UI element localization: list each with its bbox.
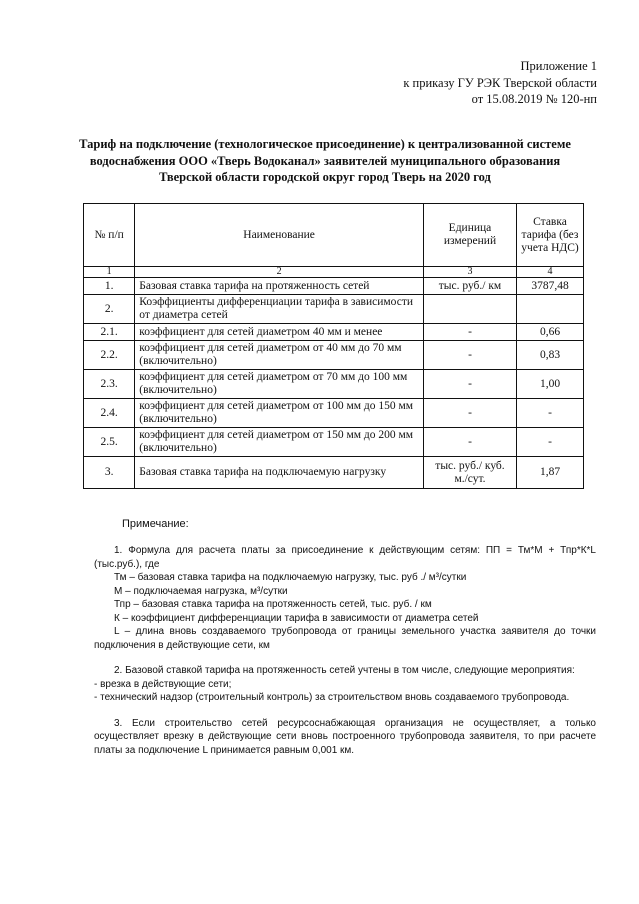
row-num: 1. — [84, 278, 135, 295]
appendix-line-2: к приказу ГУ РЭК Тверской области — [403, 75, 597, 90]
index-cell: 2 — [135, 267, 424, 278]
row-unit — [423, 295, 516, 324]
table-row — [84, 295, 584, 324]
index-cell: 3 — [423, 267, 516, 278]
table-index-row — [84, 267, 584, 278]
row-rate: - — [517, 399, 584, 428]
table-row — [84, 278, 584, 295]
notes-section — [94, 544, 596, 757]
row-name: Базовая ставка тарифа на протяженность сетей — [135, 278, 424, 295]
notes-heading: Примечание: — [122, 518, 189, 530]
row-name: Коэффициенты дифференциации тарифа в зависимости от диаметра сетей — [135, 295, 424, 324]
row-num: 3. — [84, 457, 135, 489]
row-name: коэффициент для сетей диаметром от 150 мм до 200 мм (включительно) — [135, 428, 424, 457]
row-num: 2.1. — [84, 324, 135, 341]
row-num: 2.2. — [84, 341, 135, 370]
row-name: коэффициент для сетей диаметром 40 мм и менее — [135, 324, 424, 341]
row-rate: 3787,48 — [517, 278, 584, 295]
title-line-2: водоснабжения ООО «Тверь Водоканал» заявителей муниципального образования — [89, 153, 561, 168]
row-name: коэффициент для сетей диаметром от 40 мм до 70 мм (включительно) — [135, 341, 424, 370]
table-row — [84, 399, 584, 428]
table-header-row — [84, 204, 584, 267]
spacer — [94, 652, 596, 664]
row-num: 2. — [84, 295, 135, 324]
row-num: 2.5. — [84, 428, 135, 457]
row-name: коэффициент для сетей диаметром от 70 мм до 100 мм (включительно) — [135, 370, 424, 399]
row-unit: - — [423, 399, 516, 428]
header-rate: Ставка тарифа (без учета НДС) — [517, 204, 584, 267]
header-name: Наименование — [135, 204, 424, 267]
row-rate: 1,87 — [517, 457, 584, 489]
note-2-item-b: - технический надзор (строительный контроль) за строительством вновь создаваемого трубопровода. — [94, 692, 570, 703]
note-1-formula: 1. Формула для расчета платы за присоединение к действующим сетям: ПП = Тм*М + Тпр*К*L (тыс.руб.), где — [94, 545, 596, 570]
note-3: 3. Если строительство сетей ресурсоснабжающая организация не осуществляет, а только осуществляет врезку в действующие сети вновь построенного трубопровода заявителя, то при расчете платы за подключение L принимается равным 0,001 км. — [94, 717, 596, 756]
note-1-m: М – подключаемая нагрузка, м³/сутки — [114, 585, 288, 597]
row-rate: 0,66 — [517, 324, 584, 341]
note-1-tpr: Тпр – базовая ставка тарифа на протяженность сетей, тыс. руб. / км — [114, 599, 432, 610]
note-2: 2. Базовой ставкой тарифа на протяженность сетей учтены в том числе, следующие мероприятия: — [114, 665, 575, 676]
row-name: Базовая ставка тарифа на подключаемую нагрузку — [135, 457, 424, 489]
appendix-header — [403, 58, 597, 108]
table-row — [84, 457, 584, 489]
index-cell: 1 — [84, 267, 135, 278]
tariff-table — [83, 203, 584, 489]
note-1-tm: Тм – базовая ставка тарифа на подключаемую нагрузку, тыс. руб ./ м³/сутки — [114, 572, 467, 583]
row-unit: - — [423, 324, 516, 341]
row-rate: 0,83 — [517, 341, 584, 370]
title-line-3: Тверской области городской округ город Тверь на 2020 год — [159, 170, 491, 184]
note-1-l: L – длина вновь создаваемого трубопровода от границы земельного участка заявителя до точки подключения в действующие сети, км — [94, 626, 596, 651]
row-rate: - — [517, 428, 584, 457]
row-name: коэффициент для сетей диаметром от 100 мм до 150 мм (включительно) — [135, 399, 424, 428]
header-unit: Единица измерений — [423, 204, 516, 267]
row-unit: - — [423, 370, 516, 399]
index-cell: 4 — [517, 267, 584, 278]
row-unit: - — [423, 428, 516, 457]
table-row — [84, 341, 584, 370]
header-num: № п/п — [84, 204, 135, 267]
table-row — [84, 324, 584, 341]
title-line-1: Тариф на подключение (технологическое присоединение) к централизованной системе — [79, 137, 571, 151]
table-row — [84, 370, 584, 399]
note-1-k: К – коэффициент дифференциации тарифа в зависимости от диаметра сетей — [114, 612, 479, 624]
row-rate — [517, 295, 584, 324]
spacer — [94, 705, 596, 717]
row-num: 2.3. — [84, 370, 135, 399]
document-title — [70, 136, 580, 186]
row-unit: тыс. руб./ км — [423, 278, 516, 295]
row-unit: - — [423, 341, 516, 370]
appendix-line-1: Приложение 1 — [520, 59, 597, 73]
appendix-line-3: от 15.08.2019 № 120-нп — [471, 92, 597, 106]
row-unit: тыс. руб./ куб. м./сут. — [423, 457, 516, 489]
row-rate: 1,00 — [517, 370, 584, 399]
note-2-item-a: - врезка в действующие сети; — [94, 678, 232, 690]
table-row — [84, 428, 584, 457]
row-num: 2.4. — [84, 399, 135, 428]
